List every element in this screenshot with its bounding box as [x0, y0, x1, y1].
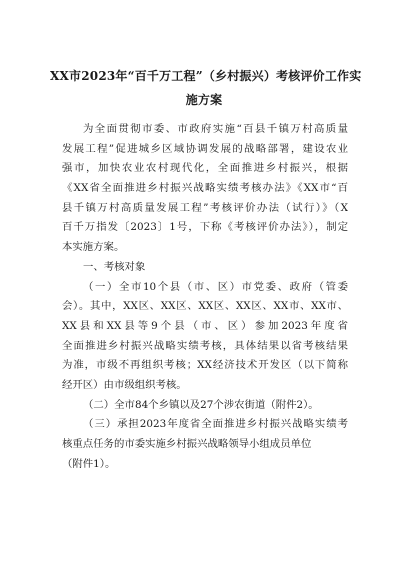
paragraph-line: 本实施方案。: [62, 241, 125, 254]
paragraph-line: 为准，市级不再组织考核；XX经济技术开发区（以下简称: [62, 359, 348, 372]
paragraph-line: （一）全市10个县（市、区）市党委、政府（管委: [83, 280, 348, 293]
paragraph-line: 《XX省全面推进乡村振兴战略实绩考核办法》《XX市“百: [62, 182, 348, 195]
paragraph-line: 全面推进乡村振兴战略实绩考核，具体结果以省考核结果: [62, 339, 348, 352]
document-title: [50, 64, 362, 112]
title-line-1: XX市2023年“百千万工程”（乡村振兴）考核评价工作实: [50, 69, 362, 83]
paragraph-line: 百千万指发〔2023〕1号，下称《考核评价办法》），制定: [62, 221, 348, 234]
paragraph-line: 为全面贯彻市委、市政府实施“百县千镇万村高质量: [83, 123, 348, 135]
paragraph-line: 会）。其中，XX区、XX区、XX区、XX区、XX市、XX市、: [62, 300, 348, 313]
paragraph-line: （三）承担2023年度省全面推进乡村振兴战略实绩考: [83, 418, 348, 431]
document-body: [62, 120, 348, 474]
section-heading: 一、考核对象: [83, 260, 146, 273]
paragraph-line: （二）全市84个乡镇以及27个涉农街道（附件2）。: [83, 398, 319, 411]
title-line-2: 施方案: [185, 93, 223, 107]
paragraph-line: 发展工程”促进城乡区域协调发展的战略部署，建设农业: [62, 142, 348, 155]
paragraph-line: （附件1）。: [62, 457, 116, 470]
paragraph-line: 核重点任务的市委实施乡村振兴战略领导小组成员单位: [62, 438, 312, 450]
paragraph-line: 县千镇万村高质量发展工程”考核评价办法（试行）》（X: [62, 201, 348, 214]
paragraph-line: 强市，加快农业农村现代化，全面推进乡村振兴，根据: [62, 162, 348, 175]
paragraph-line: 经开区）由市级组织考核。: [62, 378, 187, 391]
paragraph-line: XX县和XX县等9个县（市、区）参加2023年度省: [62, 319, 348, 332]
